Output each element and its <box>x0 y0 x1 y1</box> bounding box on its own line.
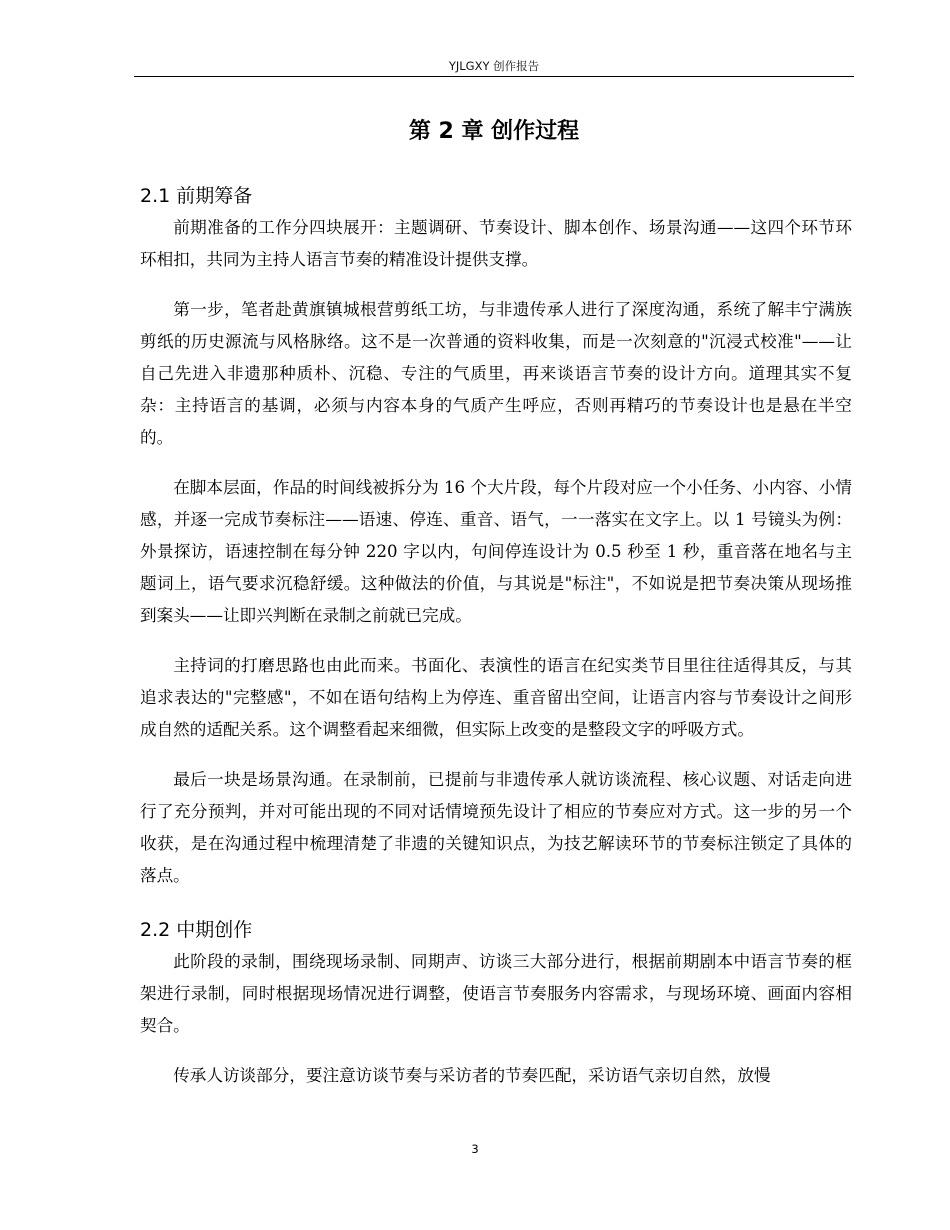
section-heading-2-1: 2.1 前期筹备 <box>140 185 253 207</box>
paragraph: 前期准备的工作分四块展开：主题调研、节奏设计、脚本创作、场景沟通——这四个环节环环相扣，共同为主持人语言节奏的精准设计提供支撑。 <box>140 218 852 269</box>
paragraph: 主持词的打磨思路也由此而来。书面化、表演性的语言在纪实类节目里往往适得其反，与其追求表达的"完整感"，不如在语句结构上为停连、重音留出空间，让语言内容与节奏设计之间形成自然的适配关系。这个调整看起来细微，但实际上改变的是整段文字的呼吸方式。 <box>140 656 852 739</box>
section-heading-2-2: 2.2 中期创作 <box>140 919 253 941</box>
paragraph: 此阶段的录制，围绕现场录制、同期声、访谈三大部分进行，根据前期剧本中语言节奏的框架进行录制，同时根据现场情况进行调整，使语言节奏服务内容需求，与现场环境、画面内容相契合。 <box>140 952 852 1035</box>
paragraph: 传承人访谈部分，要注意访谈节奏与采访者的节奏匹配，采访语气亲切自然，放慢 <box>173 1066 771 1085</box>
page-number: 3 <box>471 1142 479 1156</box>
paragraph: 第一步，笔者赴黄旗镇城根营剪纸工坊，与非遗传承人进行了深度沟通，系统了解丰宁满族剪纸的历史源流与风格脉络。这不是一次普通的资料收集，而是一次刻意的"沉浸式校准"——让自己先进入非遗那种质朴、沉稳、专注的气质里，再来谈语言节奏的设计方向。道理其实不复杂：主持语言的基调，必须与内容本身的气质产生呼应，否则再精巧的节奏设计也是悬在半空的。 <box>140 300 852 447</box>
paragraph: 在脚本层面，作品的时间线被拆分为 16 个大片段，每个片段对应一个小任务、小内容、小情感，并逐一完成节奏标注——语速、停连、重音、语气，一一落实在文字上。以 1 号镜头为例：外景探访，语速控制在每分钟 220 字以内，句间停连设计为 0.5 秒至 1 秒，重音落在地名与主题词上，语气要求沉稳舒缓。这种做法的价值，与其说是"标注"，不如说是把节奏决策从现场推到案头——让即兴判断在录制之前就已完成。 <box>140 478 853 625</box>
header-rule <box>134 76 854 77</box>
page-body <box>140 180 852 1092</box>
paragraph: 最后一块是场景沟通。在录制前，已提前与非遗传承人就访谈流程、核心议题、对话走向进行了充分预判，并对可能出现的不同对话情境预先设计了相应的节奏应对方式。这一步的另一个收获，是在沟通过程中梳理清楚了非遗的关键知识点，为技艺解读环节的节奏标注锁定了具体的落点。 <box>140 770 852 885</box>
chapter-title: 第 2 章 创作过程 <box>408 119 580 144</box>
running-header: YJLGXY 创作报告 <box>448 59 540 73</box>
